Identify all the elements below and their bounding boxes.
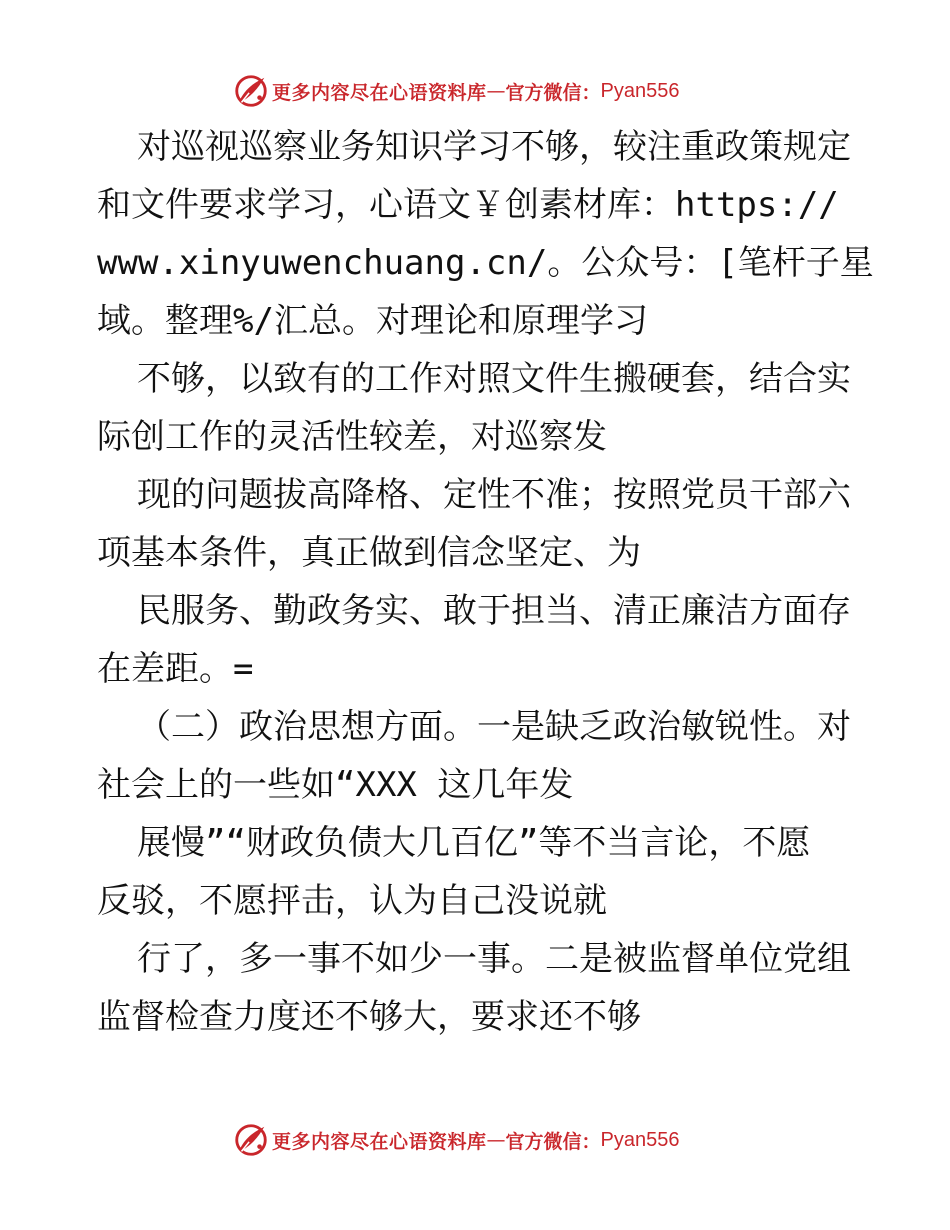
- text-line: 社会上的一些如“XXX 这几年发: [97, 765, 574, 805]
- text-line: 和文件要求学习，心语文￥创素材库：https://: [97, 185, 839, 225]
- text-line: 行了，多一事不如少一事。二是被监督单位党组: [137, 939, 851, 979]
- text-line: 现的问题拔高降格、定性不准；按照党员干部六: [137, 475, 851, 515]
- text-line: 际创工作的灵活性较差，对巡察发: [97, 417, 607, 457]
- watermark-wechat-label: 官方微信：: [505, 81, 601, 104]
- text-line: 民服务、勤政务实、敢于担当、清正廉洁方面存: [137, 591, 851, 631]
- text-line: 在差距。=: [97, 649, 254, 689]
- body-text: [97, 118, 877, 1046]
- watermark-brand: 更多内容尽在心语资料库: [272, 1130, 487, 1153]
- watermark-handle: Pyan556: [600, 79, 680, 102]
- watermark-separator: —: [486, 1129, 506, 1151]
- text-line: 不够，以致有的工作对照文件生搬硬套，结合实: [137, 359, 851, 399]
- watermark-wechat-label: 官方微信：: [505, 1130, 601, 1153]
- text-line: 项基本条件，真正做到信念坚定、为: [97, 533, 641, 573]
- quill-pen-logo-icon: [232, 72, 270, 110]
- quill-pen-logo-icon: [232, 1121, 270, 1159]
- text-line: 反驳，不愿抨击，认为自己没说就: [97, 881, 607, 921]
- footer-watermark: [232, 1120, 732, 1160]
- text-line: 监督检查力度还不够大，要求还不够: [97, 997, 641, 1037]
- watermark-handle: Pyan556: [600, 1128, 680, 1151]
- watermark-brand: 更多内容尽在心语资料库: [272, 81, 487, 104]
- text-line: （二）政治思想方面。一是缺乏政治敏锐性。对: [137, 707, 851, 747]
- text-line: 对巡视巡察业务知识学习不够，较注重政策规定: [137, 127, 851, 167]
- watermark-separator: —: [486, 80, 506, 102]
- text-line: 域。整理%/汇总。对理论和原理学习: [97, 301, 648, 341]
- text-line: www.xinyuwenchuang.cn/。公众号：[笔杆子星: [97, 243, 874, 283]
- header-watermark: [232, 71, 732, 111]
- text-line: 展慢”“财政负债大几百亿”等不当言论，不愿: [137, 823, 811, 863]
